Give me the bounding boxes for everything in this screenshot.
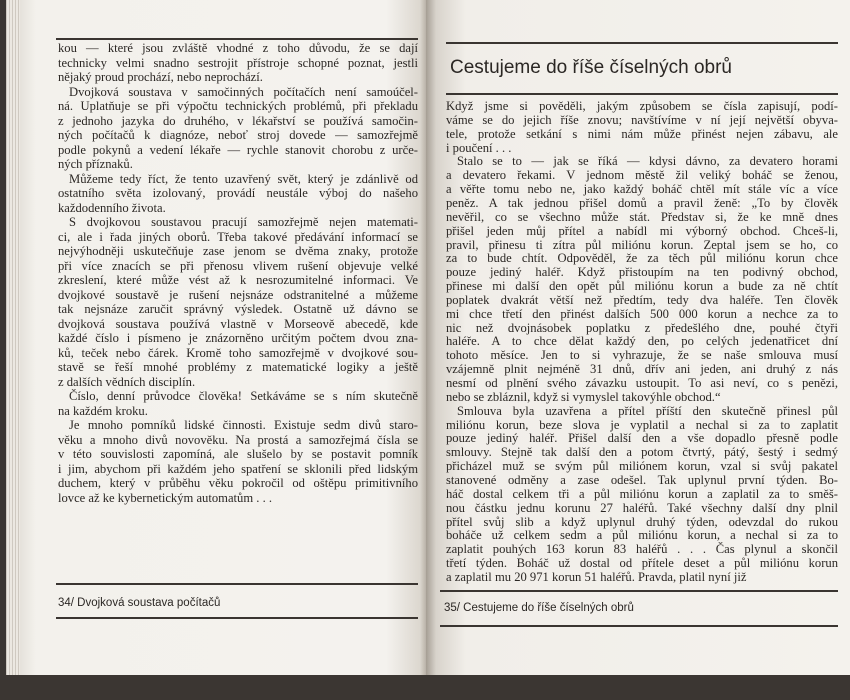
text-line: tak nejsnáze zaručit správný výsledek. Ostatně už dávno se: [58, 302, 418, 316]
text-line: přišel jeden můj přítel a nabídl mi výborný obchod. Chceš-li,: [446, 223, 838, 238]
text-line: Když jsme si pověděli, jakým způsobem se čísla zapisují, podí-: [446, 99, 838, 113]
text-line: smlouvy. Stejně tak další den a potom čtvrtý, pátý, šestý i sedmý: [446, 445, 838, 460]
text-line: pouze jediný haléř. Když přistoupím na ten podivný obchod,: [446, 265, 838, 280]
text-line: z jednoho jazyka do druhého, v lékařství se používá samočin-: [58, 113, 418, 128]
text-line: nou částku jednu korunu 27 haléřů. Také všechny další dny plnil: [446, 500, 838, 515]
text-line: dvojková soustava používá vlastně v Morseově abecedě, kde: [58, 316, 418, 331]
top-rule: [56, 38, 418, 40]
text-line: váme se do jejich říše znovu; navštívíme v ní její největší obyva-: [446, 112, 838, 127]
text-line: každé číslo i písmeno je znázorněno určitým počtem dvou zna-: [58, 331, 418, 345]
text-line: nějaký proud prochází, nebo neprochází.: [58, 70, 263, 84]
text-line: ných příznaků.: [58, 157, 133, 171]
text-line: Stalo se to — jak se říká — kdysi dávno, za devatero horami: [457, 154, 838, 169]
text-line: nejvýhodněji uskutečňuje zase jenom se dvěma znaky, protože: [58, 244, 418, 258]
text-line: dvojkové soustavě je rušení nejsnáze odstranitelné a můžeme: [58, 287, 418, 302]
text-line: zkreslení, které může vést až k nesrozumitelné informaci. Ve: [58, 273, 418, 287]
footer-rule: [56, 617, 418, 619]
right-page: [426, 0, 850, 675]
text-line: přinese mi další den opět půl miliónu korun a bude za ně chtít: [446, 279, 838, 294]
text-line: a věřte tomu nebo ne, jako každý boháč chtěl mít stále víc a více: [446, 182, 838, 197]
title-rule: [446, 93, 838, 95]
text-line: boháče už celkem sedm a půl miliónu korun, a nechal si za to: [446, 528, 838, 543]
text-line: i jim, abychom při každém jeho spatření se sklonili před lidským: [58, 461, 418, 476]
text-line: nic než dvojnásobek poplatku z předešlého dne, pouhé čtyři: [446, 320, 838, 335]
text-line: vzájemně plnit nejméně 31 dnů, dřív ani jeden, ani druhý z nás: [446, 362, 838, 377]
text-line: nevěřil, co se všechno může stát. Představ si, že ke mně dnes: [446, 209, 838, 224]
text-line: pouze jediný haléř. Přišel další den a vše dopadlo přesně podle: [446, 431, 838, 446]
text-line: pravil, přinesu ti zítra půl miliónu korun. Zeptal jsem se ho, co: [446, 237, 838, 252]
text-line: ci, ale i řada jiných oborů. Třeba takové předávání informací se: [58, 229, 418, 244]
text-line: Můžeme tedy říct, že tento uzavřený svět, který je zdánlivě od: [69, 171, 418, 186]
text-line: při více znacích se při přenosu vlivem rušení objevuje velké: [58, 258, 418, 273]
top-rule: [446, 42, 838, 44]
text-line: v této souvislosti zapomíná, ale slušelo by se postavit pomník: [58, 447, 418, 461]
text-line: ků, teček nebo čárek. Kromě toho samozřejmě v dvojkové sou-: [58, 345, 418, 360]
text-line: stavě se řeší mnohé problémy z matematické logiky a ještě: [58, 360, 418, 374]
text-line: nesmí od plnění svého závazku ustoupit. To asi neví, co s penězi,: [446, 376, 838, 390]
text-line: haléře. A to chce dělat každý den, po celých jedenatřicet dní: [446, 334, 838, 349]
text-line: mi chce třetí den přinést dalších 500 000 korun a nechce za to: [446, 306, 838, 321]
text-line: peněz. A tak jednou přišel domů a pravil ženě: „To by člověk: [446, 195, 838, 210]
text-line: podle pokynů a vedení lékaře — rychle stanovit chorobu z urče-: [58, 142, 418, 157]
footer-rule: [56, 583, 418, 585]
text-line: tohoto měsíce. Jen to si vyhrazuje, že se naše smlouva musí: [446, 348, 838, 363]
text-line: Dvojková soustava v samočinných počítačích není samoúčel-: [69, 84, 418, 99]
left-page: [6, 0, 426, 675]
text-line: S dvojkovou soustavou pracují samozřejmě nejen matemati-: [69, 215, 418, 229]
text-line: přítel svůj slib a když uplynul druhý týden, odevzdal do rukou: [446, 514, 838, 529]
text-line: poplatek dvakrát větší než předtím, tedy dva haléře. Ten člověk: [446, 292, 838, 307]
text-line: věku a mnoho divů novověku. Na prostá a samozřejmá čísla se: [58, 432, 418, 447]
text-line: přicházel muž se svým půl miliónem korun, vzal si svůj pakatel: [446, 459, 838, 474]
text-line: tele, protože setkání s nimi nám může přinést nejen zábavu, ale: [446, 126, 838, 141]
text-line: ných počítačů k diagnóze, neboť stroj dovede — samozřejmě: [58, 128, 418, 142]
text-line: každodenního života.: [58, 200, 166, 215]
text-line: ostatního světa izolovaný, provádí neustále výboj do našeho: [58, 186, 418, 200]
text-line: lovce až ke kybernetickým automatům . . .: [58, 490, 273, 505]
text-line: Je mnoho pomníků lidské činnosti. Existuje sedm divů staro-: [69, 418, 418, 432]
text-line: háč dostal celkem tři a půl miliónu korun a zaplatil za to směš-: [446, 486, 838, 501]
text-line: stanovené odměny a zase odešel. Tak uplynul první týden. Bo-: [446, 472, 838, 487]
text-line: Číslo, denní průvodce člověka! Setkáváme se s ním skutečně: [69, 389, 418, 403]
text-line: zaplatit pouhých 163 korun 83 haléřů . . . Čas plynul a skončil: [446, 542, 838, 557]
footer-rule: [440, 590, 838, 592]
page-footer: 34/ Dvojková soustava počítačů: [58, 597, 221, 609]
text-line: technicky velmi snadno sestrojit přístroje schopné poznat, jestli: [58, 55, 418, 70]
text-line: a devatero řekami. V jednom městě žil veliký boháč se ženou,: [446, 168, 838, 183]
chapter-title: Cestujeme do říše číselných obrů: [450, 57, 732, 78]
text-line: ná. Uplatňuje se při výpočtu technických problémů, při překladu: [58, 99, 418, 113]
text-line: kou — které jsou zvláště vhodné z toho důvodu, že se dají: [58, 41, 418, 55]
text-line: za to bude chtít. Odpověděl, že za těch půl miliónu korun chce: [446, 251, 838, 266]
text-line: miliónu korun, beze slova je vyplatil a nechal si za to zaplatit: [446, 417, 838, 432]
text-line: i poučení . . .: [446, 140, 512, 155]
footer-rule: [440, 625, 838, 627]
text-line: třetí týden. Boháč už dostal od přítele deset a půl miliónu korun: [446, 556, 838, 571]
text-line: nebo se zbláznil, když si vymyslel takovýhle obchod.“: [446, 389, 721, 404]
text-line: Smlouva byla uzavřena a přítel příští den skutečně přinesl půl: [457, 403, 838, 418]
text-line: a zaplatil mu 20 971 korun 51 haléřů. Pravda, platil nyní již: [446, 569, 747, 584]
text-line: duchem, který v průběhu věku pokročil od oštěpu primitivního: [58, 476, 418, 490]
page-footer: 35/ Cestujeme do říše číselných obrů: [444, 602, 634, 614]
text-line: z dalších vědních disciplín.: [58, 374, 196, 389]
text-line: na každém kroku.: [58, 403, 148, 418]
